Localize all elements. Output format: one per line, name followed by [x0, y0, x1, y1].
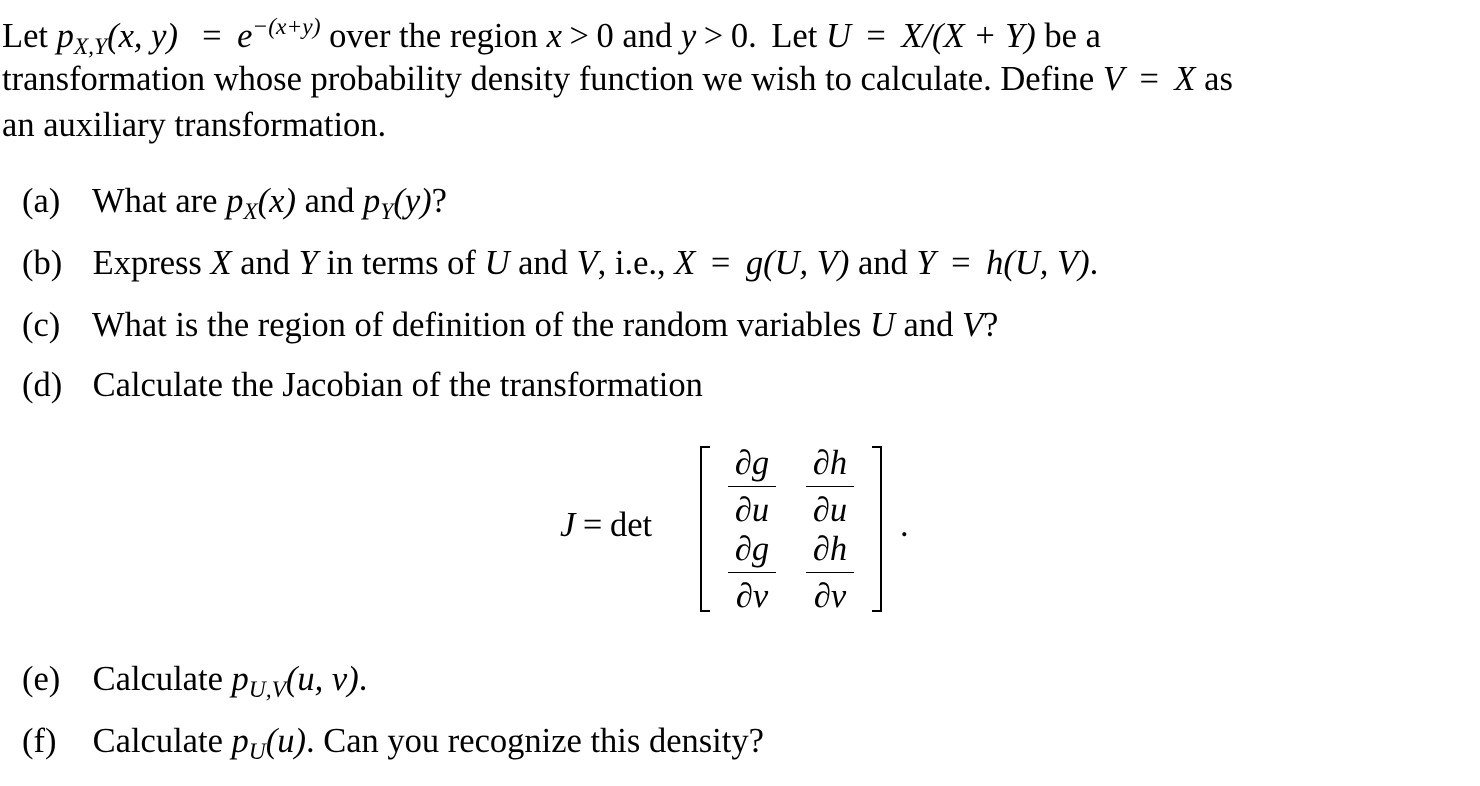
pdf-args: (u)	[265, 722, 306, 760]
matrix-entry-11	[722, 446, 782, 527]
intro-let: Let	[2, 16, 48, 55]
jacobian-equation	[560, 446, 920, 616]
part-e-label: (e)	[22, 660, 61, 698]
fraction-numerator: ∂g	[734, 444, 770, 482]
as-text: as	[1204, 60, 1233, 98]
fraction-denominator: ∂u	[734, 490, 770, 529]
var-U: U	[869, 306, 895, 344]
var-X: X	[1174, 60, 1196, 98]
intro-line-3-text: an auxiliary transformation.	[2, 106, 387, 144]
part-a-text: What are	[92, 182, 218, 220]
fraction-bar	[806, 486, 854, 487]
question-mark: ?	[431, 182, 447, 220]
part-e	[22, 662, 367, 702]
and-text: and	[857, 244, 908, 282]
equals-sign: =	[951, 244, 971, 282]
part-f-text: Calculate	[92, 722, 223, 760]
exp-power: −(x+y)	[252, 14, 321, 40]
equals-sign: =	[1139, 60, 1159, 98]
equals-sign: =	[202, 16, 222, 55]
equals-sign: =	[866, 16, 886, 55]
matrix-left-bracket	[700, 446, 710, 612]
var-U: U	[825, 16, 851, 55]
pdf-subscript: X	[243, 199, 258, 226]
matrix-entry-12	[800, 446, 860, 527]
fraction-bar	[728, 572, 776, 573]
pdf-args: (x)	[257, 182, 296, 220]
in-terms-text: in terms of	[326, 244, 476, 282]
part-e-text: Calculate	[92, 660, 223, 698]
question-mark: ?	[983, 306, 999, 344]
matrix-entry-21	[722, 532, 782, 613]
exp-base: e	[237, 16, 253, 55]
matrix-entry-22	[800, 532, 860, 613]
pdf-symbol: p	[231, 660, 249, 698]
part-f-question: . Can you recognize this density?	[305, 722, 764, 760]
pdf-subscript: U,V	[248, 677, 286, 704]
jacobian-lhs	[560, 508, 652, 543]
pdf-symbol: p	[226, 182, 244, 220]
pdf-symbol: p	[56, 16, 74, 55]
pdf-args: (y)	[393, 182, 432, 220]
var-Y: Y	[916, 244, 936, 282]
jacobian-symbol: J	[560, 506, 576, 544]
var-U: U	[484, 244, 510, 282]
intro-line-1	[2, 16, 1101, 59]
part-a	[22, 184, 447, 224]
part-d-label: (d)	[22, 366, 63, 404]
be-a-text: be a	[1044, 16, 1101, 55]
part-b	[22, 246, 1098, 281]
pdf-symbol: p	[231, 722, 249, 760]
and-text: and	[518, 244, 568, 282]
pdf-subscript: Y	[380, 199, 394, 226]
part-b-label: (b)	[22, 244, 63, 282]
var-Y: Y	[298, 244, 318, 282]
intro-line-2	[2, 62, 1233, 97]
var-X: X	[210, 244, 232, 282]
equation-period: .	[900, 506, 909, 544]
period: .	[1089, 244, 1099, 282]
pdf-subscript: U	[248, 739, 266, 766]
ie-text: , i.e.,	[597, 244, 666, 282]
and-text: and	[622, 16, 673, 55]
var-V: V	[1102, 60, 1124, 98]
part-c-label: (c)	[22, 306, 61, 344]
ratio-expression: X/(X + Y)	[901, 16, 1036, 55]
equals-sign: =	[710, 244, 731, 282]
intro-line-2-text: transformation whose probability density function we wish to calculate. Define	[2, 60, 1095, 98]
and-text: and	[304, 182, 355, 220]
part-c-text: What is the region of definition of the random variables	[92, 306, 862, 344]
var-x: x	[546, 16, 562, 55]
over-region-text: over the region	[329, 16, 538, 55]
gt-sign: >	[703, 16, 724, 55]
fraction-bar	[728, 486, 776, 487]
part-d-text: Calculate the Jacobian of the transformation	[92, 366, 703, 404]
fraction-bar	[806, 572, 854, 573]
zero: 0.	[730, 16, 757, 55]
fraction-numerator: ∂g	[734, 530, 770, 568]
pdf-symbol: p	[363, 182, 381, 220]
part-d	[22, 368, 703, 403]
pdf-args: (x, y)	[107, 16, 178, 55]
fraction-denominator: ∂u	[812, 490, 848, 529]
and-text: and	[240, 244, 291, 282]
part-b-text: Express	[92, 244, 202, 282]
part-a-label: (a)	[22, 182, 61, 220]
let-text: Let	[771, 16, 818, 55]
det-operator: det	[609, 506, 653, 544]
part-c	[22, 308, 998, 343]
pdf-subscript: X,Y	[73, 33, 108, 60]
h-function: h(U, V)	[986, 244, 1090, 282]
fraction-denominator: ∂v	[813, 576, 847, 615]
fraction-numerator: ∂h	[812, 444, 848, 482]
var-V: V	[576, 244, 598, 282]
var-V: V	[961, 306, 984, 344]
pdf-args: (u, v)	[285, 660, 359, 698]
and-text: and	[903, 306, 954, 344]
intro-line-3	[2, 108, 386, 143]
part-f-label: (f)	[22, 722, 57, 760]
matrix-right-bracket	[872, 446, 882, 612]
period: .	[358, 660, 368, 698]
equals-sign: =	[582, 506, 603, 544]
var-X: X	[674, 244, 696, 282]
fraction-denominator: ∂v	[735, 576, 769, 615]
part-f	[22, 724, 764, 764]
g-function: g(U, V)	[745, 244, 850, 282]
zero: 0	[596, 16, 614, 55]
fraction-numerator: ∂h	[812, 530, 848, 568]
gt-sign: >	[569, 16, 589, 55]
var-y: y	[680, 16, 697, 55]
